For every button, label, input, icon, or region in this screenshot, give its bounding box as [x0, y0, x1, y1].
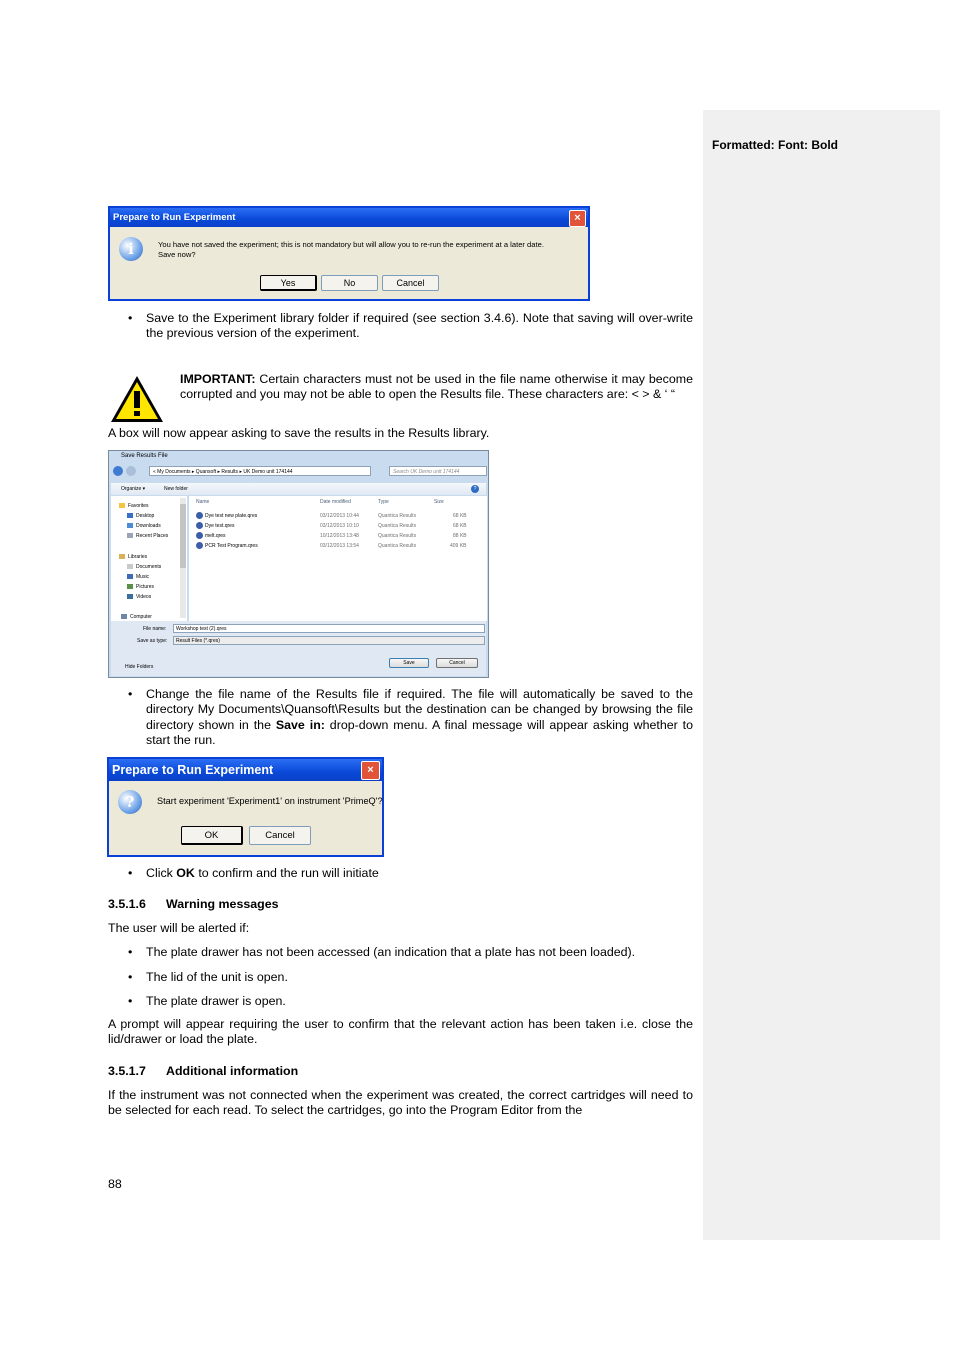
column-date[interactable]: Date modified — [320, 499, 351, 505]
nav-item[interactable]: Favorites — [119, 503, 149, 509]
warn-prompt: A prompt will appear requiring the user to confirm that the relevant action has been taken i.e. close the lid/drawer or load the plate. — [108, 1017, 693, 1047]
file-name-input[interactable]: Workshop test (2).qres — [173, 624, 485, 633]
nav-item[interactable]: Recent Places — [127, 533, 168, 539]
file-size: 68 KB — [453, 513, 467, 519]
file-type: Quantica Results — [378, 523, 417, 529]
nav-item[interactable]: Desktop — [127, 513, 154, 519]
help-icon[interactable]: ? — [471, 485, 479, 493]
bullet-change-filename: Change the file name of the Results file if required. The file will automatically be saved to the directory My Documents\Quansoft\Results but the destination can be changed by browsing the file directory shown in the Save in: drop-down menu. A final message will appear asking whether to start the run. — [146, 687, 693, 748]
prepare-dialog-start — [107, 757, 384, 857]
new-folder-button[interactable]: New folder — [164, 486, 188, 492]
file-list — [189, 496, 487, 621]
search-input[interactable]: Search UK Demo unit 174144 — [389, 466, 487, 476]
file-row[interactable]: melt.qres — [196, 532, 226, 539]
section-heading-warning: 3.5.1.6 Warning messages — [108, 897, 279, 911]
close-icon[interactable]: × — [569, 210, 586, 227]
no-button[interactable]: No — [321, 275, 378, 291]
file-row[interactable]: PCR Test Program.qres — [196, 542, 258, 549]
save-button[interactable]: Save — [389, 658, 429, 668]
navigation-pane — [111, 496, 187, 621]
file-date: 03/12/2013 10:10 — [320, 523, 359, 529]
dialog-message: You have not saved the experiment; this is not mandatory but will allow you to re-run the experiment at a later date. Save now? — [158, 240, 544, 259]
file-date: 03/12/2013 13:54 — [320, 543, 359, 549]
file-row[interactable]: Dye test new plate.qres — [196, 512, 257, 519]
column-type[interactable]: Type — [378, 499, 389, 505]
nav-item[interactable]: Videos — [127, 594, 151, 600]
additional-text: If the instrument was not connected when the experiment was created, the correct cartridges will need to be selected for each read. To select the cartridges, go into the Program Editor from the — [108, 1088, 693, 1118]
nav-scrollbar[interactable] — [180, 498, 186, 618]
warning-icon — [109, 374, 165, 424]
ok-button[interactable]: OK — [181, 826, 243, 845]
bullet-click-ok: Click OK to confirm and the run will initiate — [146, 866, 379, 880]
bullet-dot: • — [128, 866, 133, 880]
prepare-dialog-save — [108, 206, 590, 301]
dialog-title: Prepare to Run Experiment — [110, 208, 588, 227]
question-icon: ? — [118, 790, 142, 814]
save-type-label: Save as type: — [137, 638, 168, 644]
file-date: 03/12/2013 10:44 — [320, 513, 359, 519]
file-size: 88 KB — [453, 533, 467, 539]
section-heading-additional: 3.5.1.7 Additional information — [108, 1064, 299, 1078]
yes-button[interactable]: Yes — [260, 275, 317, 291]
important-note: IMPORTANT: Certain characters must not be used in the file name otherwise it may become corrupted and you may not be able to open the Results file. These characters are: < > & ‘ “ — [180, 372, 693, 402]
file-type: Quantica Results — [378, 533, 417, 539]
organize-button[interactable]: Organize ▾ — [121, 486, 146, 492]
column-name[interactable]: Name — [196, 499, 210, 505]
nav-item[interactable]: Computer — [121, 614, 152, 620]
warn-intro: The user will be alerted if: — [108, 921, 250, 935]
warn-bullet: The lid of the unit is open. — [146, 970, 288, 984]
nav-item[interactable]: Documents — [127, 564, 161, 570]
file-size: 409 KB — [450, 543, 467, 549]
dialog-message: Start experiment 'Experiment1' on instrument 'PrimeQ'? — [157, 796, 383, 806]
bullet-dot: • — [128, 994, 133, 1008]
nav-item[interactable]: Pictures — [127, 584, 154, 590]
comment-margin — [703, 110, 940, 1240]
save-type-select[interactable]: Result Files (*.qres) — [173, 636, 485, 645]
bullet-dot: • — [128, 970, 133, 984]
hide-folders-button[interactable]: Hide Folders — [125, 664, 154, 670]
bullet-save-library: Save to the Experiment library folder if required (see section 3.4.6). Note that saving will over-write the previous version of the experiment. — [146, 311, 693, 341]
intro-save-text: A box will now appear asking to save the results in the Results library. — [108, 426, 490, 440]
forward-button[interactable] — [126, 466, 136, 476]
back-button[interactable] — [113, 466, 123, 476]
close-icon[interactable]: × — [361, 761, 380, 780]
cancel-button[interactable]: Cancel — [249, 826, 311, 845]
toolbar — [111, 483, 486, 495]
bullet-dot: • — [128, 687, 133, 701]
file-date: 10/12/2013 13:48 — [320, 533, 359, 539]
comment-label: Formatted: Font: Bold — [712, 138, 838, 152]
address-bar[interactable]: « My Documents ▸ Quansoft ▸ Results ▸ UK Demo unit 174144 — [149, 466, 371, 476]
nav-item[interactable]: Libraries — [119, 554, 147, 560]
bullet-dot: • — [128, 945, 133, 959]
info-icon: i — [119, 237, 143, 261]
page-number: 88 — [108, 1177, 122, 1191]
save-form — [111, 621, 486, 676]
file-size: 68 KB — [453, 523, 467, 529]
warn-bullet: The plate drawer is open. — [146, 994, 286, 1008]
file-type: Quantica Results — [378, 543, 417, 549]
column-size[interactable]: Size — [434, 499, 444, 505]
file-row[interactable]: Dye test.qres — [196, 522, 234, 529]
bullet-dot: • — [128, 311, 133, 325]
save-results-dialog — [108, 450, 489, 678]
file-name-label: File name: — [143, 626, 167, 632]
nav-item[interactable]: Downloads — [127, 523, 161, 529]
file-type: Quantica Results — [378, 513, 417, 519]
nav-item[interactable]: Music — [127, 574, 149, 580]
save-dialog-title: Save Results File — [121, 453, 168, 459]
warn-bullet: The plate drawer has not been accessed (an indication that a plate has not been loaded). — [146, 945, 636, 959]
cancel-button[interactable]: Cancel — [436, 658, 478, 668]
dialog-title: Prepare to Run Experiment — [109, 759, 382, 781]
cancel-button[interactable]: Cancel — [382, 275, 439, 291]
